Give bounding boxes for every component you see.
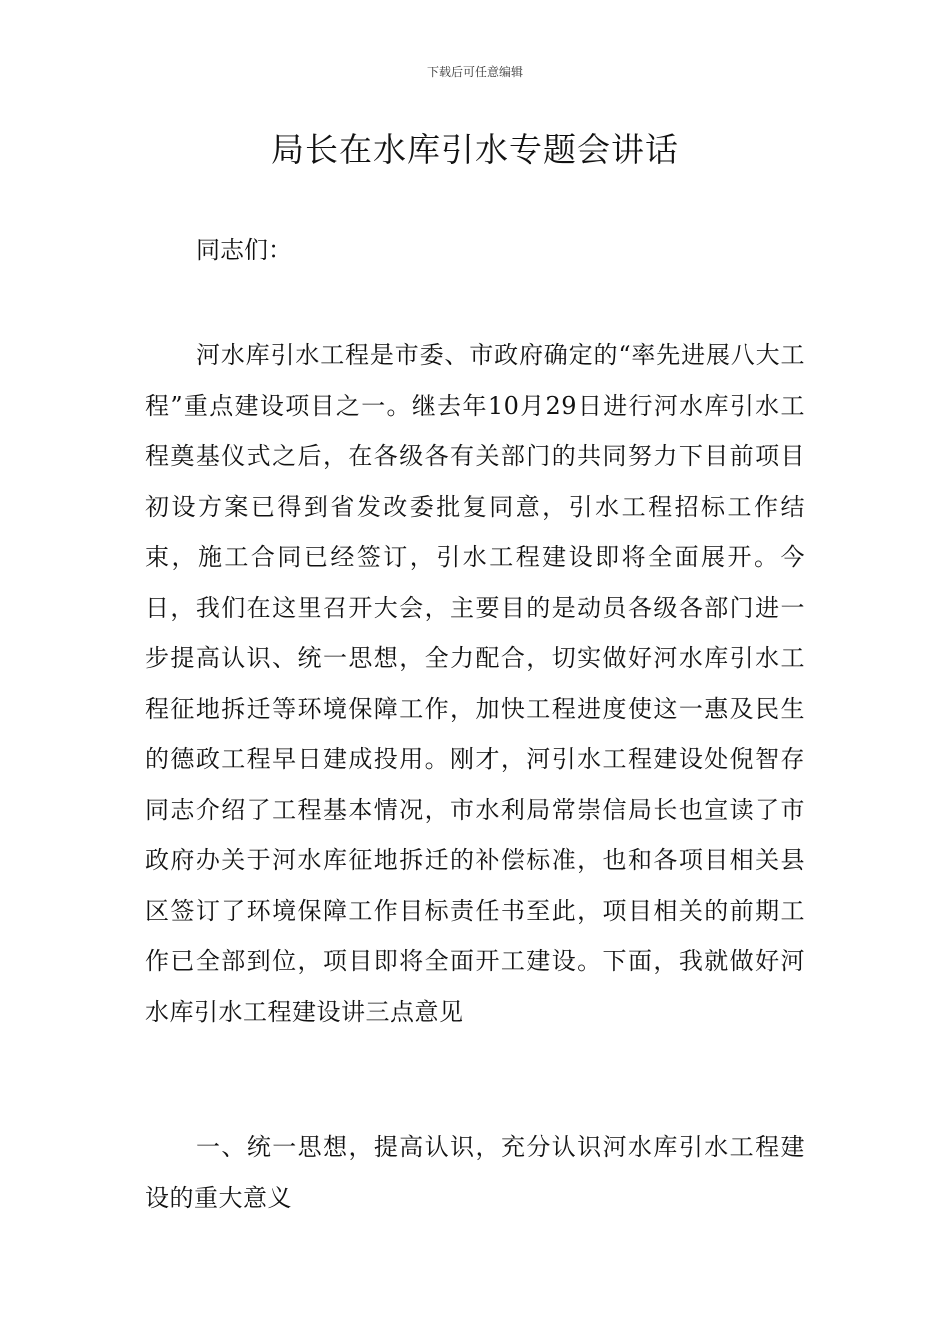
salutation: 同志们： [196, 236, 292, 264]
body-paragraph: 河水库引水工程是市委、市政府确定的“率先进展八大工程”重点建设项目之一。继去年10月29日进行河水库引水工程奠基仪式之后，在各级各有关部门的共同努力下目前项目初设方案已得到省发改委批复同意，引水工程招标工作结束，施工合同已经签订，引水工程建设即将全面展开。今日，我们在这里召开大会，主要目的是动员各级各部门进一步提高认识、统一思想，全力配合，切实做好河水库引水工程征地拆迁等环境保障工作，加快工程进度使这一惠及民生的德政工程早日建成投用。刚才，河引水工程建设处倪智存同志介绍了工程基本情况，市水利局常崇信局长也宣读了市政府办关于河水库征地拆迁的补偿标准，也和各项目相关县区签订了环境保障工作目标责任书至此，项目相关的前期工作已全部到位，项目即将全面开工建设。下面，我就做好河水库引水工程建设讲三点意见 [145, 341, 805, 1026]
document-title: 局长在水库引水专题会讲话 [271, 130, 679, 169]
header-note: 下载后可任意编辑 [426, 65, 523, 79]
section-heading: 一、统一思想，提高认识，充分认识河水库引水工程建设的重大意义 [145, 1133, 805, 1212]
